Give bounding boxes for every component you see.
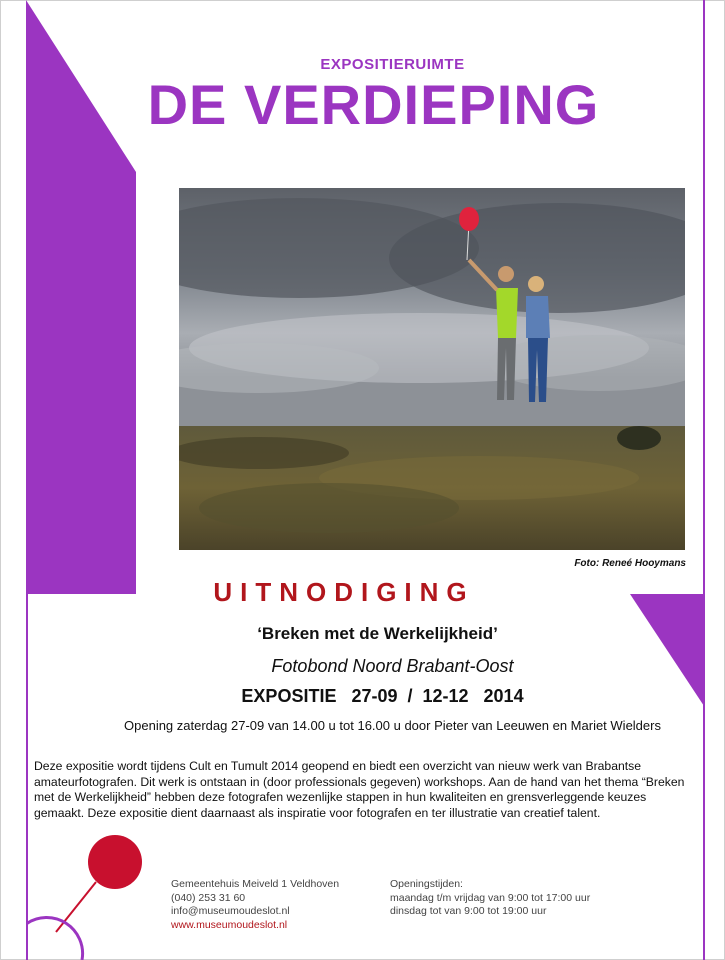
contact-address: Gemeentehuis Meiveld 1 Veldhoven [171,878,340,890]
contact-phone: (040) 253 31 60 [171,891,246,904]
exhibition-dates: EXPOSITIE 27-09 / 12-12 2014 [241,686,524,706]
museum-logo [26,832,156,960]
invitation-heading: UITNODIGING [213,577,475,607]
opening-hours-block [390,878,650,919]
hours-line-2: dinsdag tot van 9:00 tot 19:00 uur [390,905,547,917]
purple-right-rule [703,0,705,960]
photo-credit: Foto: Reneé Hooymans [574,558,686,569]
contact-email[interactable]: info@museumoudeslot.nl [171,905,290,917]
poster-photo [179,188,685,550]
exhibition-title: ‘Breken met de Werkelijkheid’ [257,624,498,643]
venue-subtitle: EXPOSITIERUIMTE [320,56,465,73]
description-paragraph: Deze expositie wordt tijdens Cult en Tumult 2014 geopend en biedt een overzicht van nieuw werk van Brabantse amateurfotografen. Dit werk is ontstaan in (door professionals gegeven) workshops. Aan de hand van het thema “Breken met de Werkelijkheid” hebben deze fotografen wezenlijke stappen in hun kwaliteiten en grensverleggende keuzes gemaakt. Deze expositie dient daarnaast als inspiratie voor fotografen en ter illustratie van creatief talent. [34,759,685,820]
contact-website[interactable]: www.museumoudeslot.nl [171,918,288,931]
hours-label: Openingstijden: [390,878,463,890]
contact-block [171,878,371,932]
organizer-name: Fotobond Noord Brabant-Oost [271,656,514,676]
opening-details: Opening zaterdag 27-09 van 14.00 u tot 16.00 u door Pieter van Leeuwen en Mariet Wielders [124,718,661,733]
venue-title: DE VERDIEPING [147,73,600,136]
hours-line-1: maandag t/m vrijdag van 9:00 tot 17:00 uur [390,891,591,904]
